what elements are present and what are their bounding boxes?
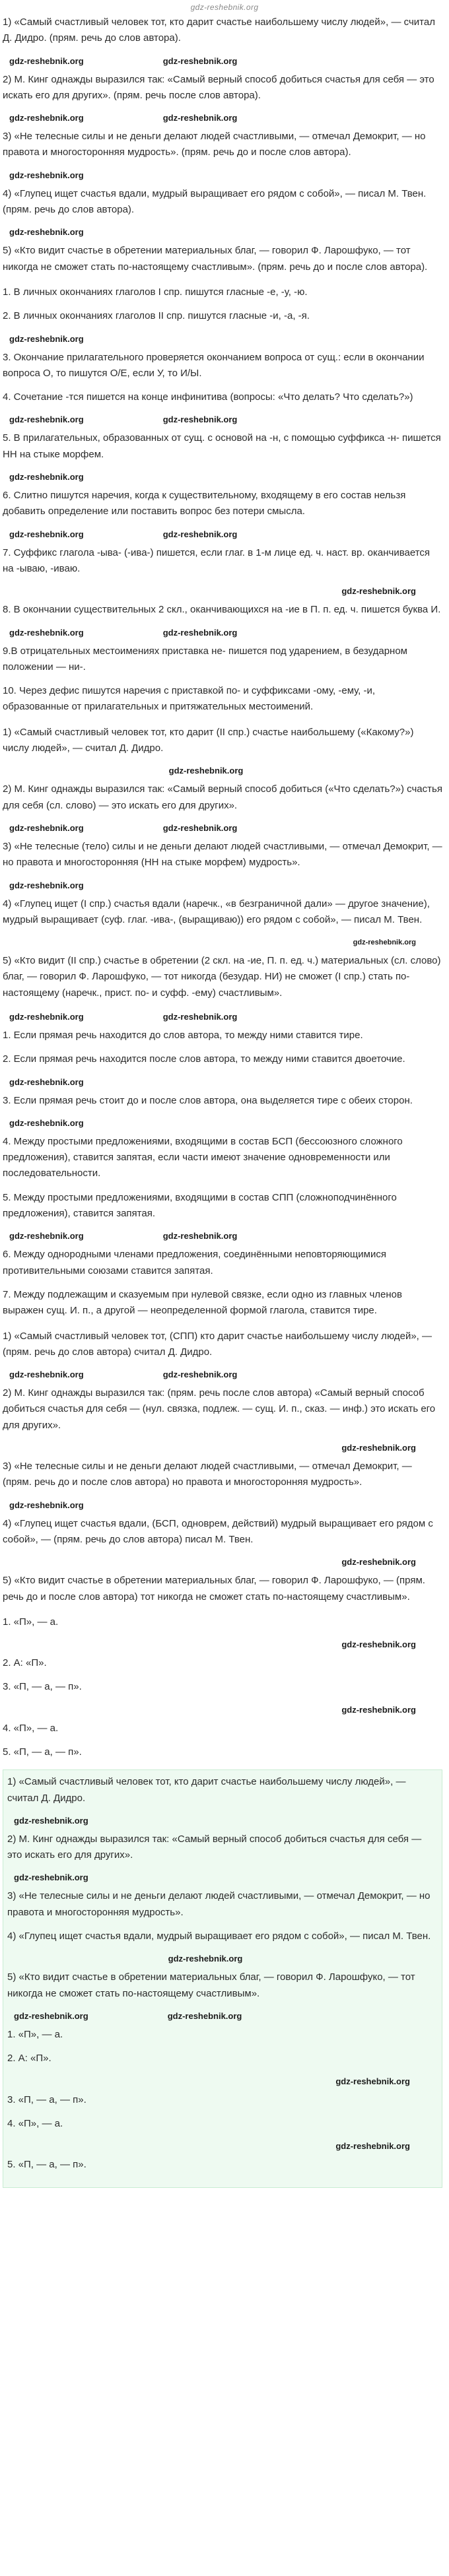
list-item: 5) «Кто видит счастье в обретении материальных благ, — говорил Ф. Ларошфуко, — тот никогда не сможет стать по-настоящему счастливым». (прям. речь до и после слов автора). (3, 245, 428, 273)
list-item: 2. А: «П». (3, 1657, 47, 1669)
watermark: gdz-reshebnik.org (341, 1443, 416, 1453)
watermark: gdz-reshebnik.org (14, 1872, 88, 1883)
list-item: 7. Суффикс глагола -ыва- (-ива-) пишется, если глаг. в 1-м лице ед. ч. наст. вр. оканчивается на -ываю, -иваю. (3, 546, 431, 574)
list-item: 5. «П, — а, — п». (7, 2159, 86, 2171)
watermark: gdz-reshebnik.org (9, 170, 84, 180)
site-logo: gdz-reshebnik.org (190, 3, 259, 12)
watermark: gdz-reshebnik.org (9, 1500, 84, 1510)
list-item: 3. Если прямая речь стоит до и после слов автора, она выделяется тире с обеих сторон. (3, 1094, 413, 1106)
watermark: gdz-reshebnik.org (9, 880, 84, 890)
watermark: gdz-reshebnik.org gdz-reshebnik.org (9, 627, 238, 638)
watermark: gdz-reshebnik.org (9, 333, 84, 344)
watermark: gdz-reshebnik.org (14, 1815, 88, 1826)
list-item: 3) «Не телесные силы и не деньги делают людей счастливыми, — отмечал Демокрит, — но правота и многосторонняя мудрость». (прям. речь до и после слов автора). (3, 131, 426, 158)
list-item: 5. Между простыми предложениями, входящими в состав СПП (сложноподчинённого предложения), ставится запятая. (3, 1191, 397, 1220)
list-item: 4) «Глупец ищет счастья вдали, мудрый выращивает его рядом с собой», — писал М. Твен. (7, 1931, 431, 1942)
list-item: 1) «Самый счастливый человек тот, кто дарит счастье наибольшему числу людей», — считал Д. Дидро. (прям. речь до слов автора). (3, 17, 435, 44)
watermark: gdz-reshebnik.org gdz-reshebnik.org (9, 113, 238, 123)
watermark: gdz-reshebnik.org (168, 1954, 243, 1964)
list-item: 3. «П, — а, — п». (7, 2094, 86, 2105)
watermark: gdz-reshebnik.org (341, 586, 416, 597)
list-item: 2. Если прямая речь находится после слов автора, то между ними ставится двоеточие. (3, 1053, 405, 1065)
watermark: gdz-reshebnik.org gdz-reshebnik.org (14, 2010, 242, 2021)
final-answer-box (3, 1769, 442, 2188)
watermark: gdz-reshebnik.org gdz-reshebnik.org (9, 55, 238, 66)
list-item: 2) М. Кинг однажды выразился так: (прям. речь после слов автора) «Самый верный способ добиться счастья для себя — (нул. связка, подлеж. — сущ. И. п., сказ. — инф.) это искать его для других». (3, 1387, 436, 1431)
list-item: 1) «Самый счастливый человек тот, (СПП) кто дарит счастье наибольшему числу людей», — (прям. речь до слов автора) считал Д. Дидро. (3, 1330, 432, 1358)
list-item: 2. В личных окончаниях глаголов II спр. пишутся гласные -и, -а, -я. (3, 310, 310, 322)
watermark: gdz-reshebnik.org (9, 1076, 84, 1087)
list-item: 4) «Глупец ищет (I спр.) счастья вдали (наречк., «в безграничной дали» — другое значение), мудрый выращивает (суф. глаг. -ива-, (выращиваю)) его рядом с собой», — писал М. Твен. (3, 898, 430, 925)
list-item: 4. «П», — а. (7, 2117, 63, 2129)
watermark: gdz-reshebnik.org (335, 2076, 410, 2086)
list-item: 2) М. Кинг однажды выразился так: «Самый верный способ добиться («Что сделать?») счастья для себя (сл. слово) — это искать его для других». (3, 783, 442, 811)
list-item: 3. «П, — а, — п». (3, 1681, 82, 1693)
watermark: gdz-reshebnik.org gdz-reshebnik.org (9, 529, 238, 539)
answer-page (0, 15, 449, 2188)
list-item: 2) М. Кинг однажды выразился так: «Самый верный способ добиться счастья для себя — это искать его для других». (прям. речь после слов автора). (3, 73, 434, 101)
watermark: gdz-reshebnik.org gdz-reshebnik.org (9, 1011, 238, 1022)
watermark: gdz-reshebnik.org gdz-reshebnik.org (9, 1370, 238, 1380)
list-item: 3) «Не телесные силы и не деньги делают людей счастливыми, — отмечал Демокрит, — (прям. речь до и после слов автора) но правота и многосторонняя мудрость». (3, 1461, 412, 1488)
list-item: 7. Между подлежащим и сказуемым при нулевой связке, если одно из главных членов выражен сущ. И. п., а другой — неопределенной формой глагола, ставится тире. (3, 1288, 402, 1317)
list-item: 5) «Кто видит счастье в обретении материальных благ, — говорил Ф. Ларошфуко, — тот никогда не сможет стать по-настоящему счастливым». (7, 1971, 415, 1999)
watermark: gdz-reshebnik.org (9, 227, 84, 238)
list-item: 4. Сочетание -тся пишется на конце инфинитива (вопросы: «Что делать? Что сделать?») (3, 391, 413, 403)
watermark: gdz-reshebnik.org (9, 1117, 84, 1128)
list-item: 1. Если прямая речь находится до слов автора, то между ними ставится тире. (3, 1029, 363, 1041)
watermark: gdz-reshebnik.org (341, 1557, 416, 1568)
watermark: gdz-reshebnik.org (335, 2141, 410, 2152)
section-schemes (3, 1614, 442, 1760)
section-direct-speech-types (3, 15, 442, 275)
list-item: 3. Окончание прилагательного проверяется окончанием вопроса от сущ.: если в окончании вопроса О, то пишутся О/Е, если У, то И/Ы. (3, 351, 425, 379)
list-item: 2. А: «П». (7, 2053, 52, 2064)
watermark: gdz-reshebnik.org gdz-reshebnik.org (9, 414, 238, 425)
list-item: 4. «П», — а. (3, 1722, 59, 1734)
list-item: 1) «Самый счастливый человек тот, кто дарит счастье наибольшему числу людей», — считал Д. Дидро. (7, 1776, 406, 1804)
list-item: 4) «Глупец ищет счастья вдали, (БСП, одноврем, действий) мудрый выращивает его рядом с собой», — (прям. речь до слов автора) писал М. Твен. (3, 1517, 433, 1545)
list-item: 10. Через дефис пишутся наречия с приставкой по- и суффиксами -ому, -ему, -и, образованные от прилагательных и притяжательных местоимений. (3, 685, 376, 713)
list-item: 6. Слитно пишутся наречия, когда к существительному, входящему в его состав нельзя добавить определение или поставить вопрос без потери смысла. (3, 490, 406, 517)
watermark: gdz-reshebnik.org gdz-reshebnik.org (9, 1231, 238, 1241)
watermark: gdz-reshebnik.org (168, 766, 244, 776)
list-item: 4) «Глупец ищет счастья вдали, мудрый выращивает его рядом с собой», — писал М. Твен. (прям. речь до слов автора). (3, 187, 427, 216)
list-item: 1. В личных окончаниях глаголов I спр. пишутся гласные -е, -у, -ю. (3, 286, 308, 298)
list-item: 3) «Не телесные силы и не деньги делают людей счастливыми, — отмечал Демокрит, — но правота и многосторонняя мудрость». (7, 1890, 431, 1918)
watermark: gdz-reshebnik.org gdz-reshebnik.org (9, 822, 238, 833)
list-item: 1) «Самый счастливый человек тот, кто дарит (II спр.) счастье наибольшему («Какому?») числу людей», — считал Д. Дидро. (3, 726, 414, 754)
list-item: 5) «Кто видит счастье в обретении материальных благ, — говорил Ф. Ларошфуко, — (прям. речь до и после слов автора) тот никогда не сможет стать по-настоящему счастливым». (3, 1575, 425, 1602)
section-spelling-annotated (3, 725, 442, 1001)
watermark: gdz-reshebnik.org (353, 939, 416, 947)
watermark: gdz-reshebnik.org (341, 1704, 416, 1715)
section-spelling-rules (3, 284, 442, 715)
list-item: 1. «П», — а. (3, 1616, 59, 1628)
section-punctuation-annotated (3, 1329, 442, 1605)
watermark: gdz-reshebnik.org (341, 1639, 416, 1650)
list-item: 2) М. Кинг однажды выразился так: «Самый верный способ добиться счастья для себя — это искать его для других». (7, 1833, 422, 1861)
list-item: 1. «П», — а. (7, 2028, 63, 2040)
list-item: 5) «Кто видит (II спр.) счастье в обретении (2 скл. на -ие, П. п. ед. ч.) материальных (сл. слово) благ, — говорил Ф. Ларошфуко, — тот никогда (безудар. НИ) не сможет (I спр.) стать по-настоящему (наречк., прист. по- и суфф. -ему) счастливым». (3, 955, 441, 999)
list-item: 8. В окончании существительных 2 скл., оканчивающихся на -ие в П. п. ед. ч. пишется буква И. (3, 604, 441, 616)
list-item: 9.В отрицательных местоимениях приставка не- пишется под ударением, в безударном положении — ни-. (3, 645, 407, 673)
list-item: 4. Между простыми предложениями, входящими в состав БСП (бессоюзного сложного предложения), ставится запятая, если части имеют значение одновременности или последовательности. (3, 1135, 403, 1179)
list-item: 5. «П, — а, — п». (3, 1746, 82, 1758)
list-item: 5. В прилагательных, образованных от сущ. с основой на -н, с помощью суффикса -н- пишется НН на стыке морфем. (3, 432, 441, 460)
list-item: 6. Между однородными членами предложения, соединёнными неповторяющимися противительными союзами ставится запятая. (3, 1249, 386, 1276)
section-punctuation-rules (3, 1010, 442, 1319)
list-item: 3) «Не телесные (тело) силы и не деньги делают людей счастливыми, — отмечал Демокрит, — но правота и многосторонняя (НН на стыке морфем) мудрость». (3, 840, 442, 869)
watermark: gdz-reshebnik.org (9, 472, 84, 482)
